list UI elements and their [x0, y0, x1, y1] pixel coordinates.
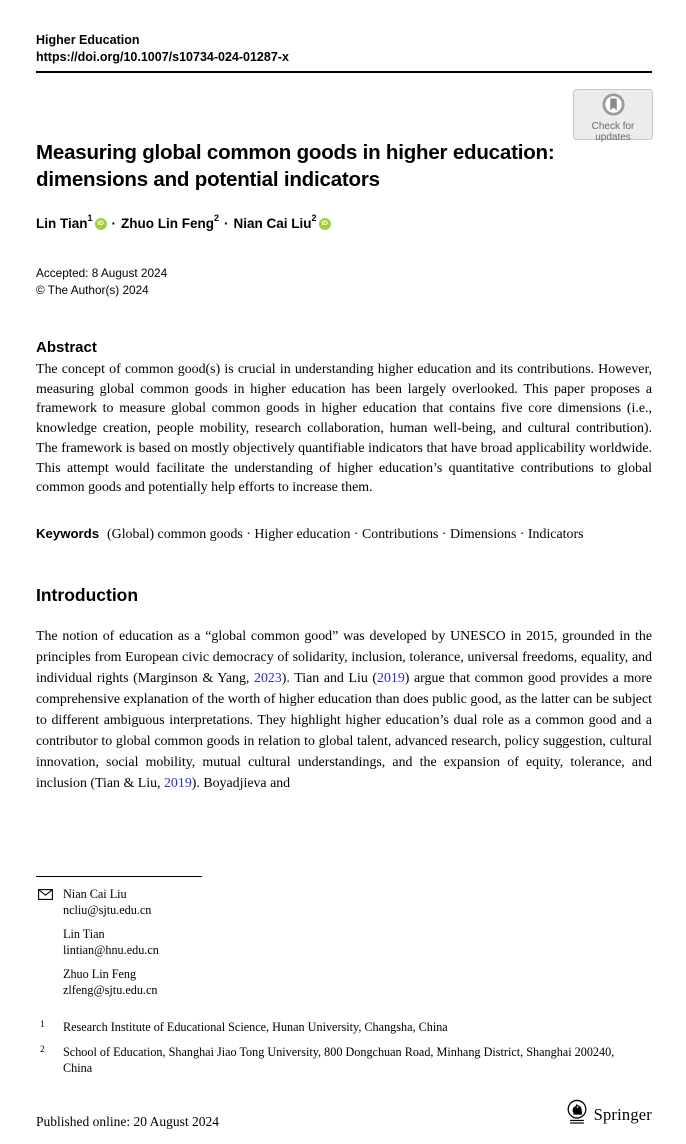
contact-name: Zhuo Lin Feng	[63, 967, 137, 981]
author-name: Lin Tian	[36, 216, 88, 231]
contact-email[interactable]: lintian@hnu.edu.cn	[63, 942, 159, 957]
text-run: The notion of education as a “global common good” was developed by UNESCO in 2015, grounded in the principles from European civic democracy of solidarity, inclusion, tolerance, universal freedoms, equality, and individual rights (Marginson & Yang,	[36, 628, 652, 686]
author-name: Nian Cai Liu	[233, 216, 312, 231]
contact-name: Lin Tian	[63, 927, 105, 941]
affiliation-item	[36, 1019, 636, 1035]
keywords-text: (Global) common goods · Higher education · Contributions · Dimensions · Indicators	[107, 526, 584, 542]
contact-email[interactable]: ncliu@sjtu.edu.cn	[63, 902, 152, 917]
springer-logo	[566, 1099, 652, 1130]
author-list	[36, 215, 652, 232]
affiliation-sup: 1	[40, 1020, 45, 1030]
check-for-updates-badge[interactable]	[573, 89, 653, 143]
check-for-updates-label-line1: Check for	[591, 121, 635, 132]
article-title-line1: Measuring global common goods in higher education:	[36, 141, 555, 164]
doi-link[interactable]: https://doi.org/10.1007/s10734-024-01287-x	[36, 50, 289, 64]
author-separator: ·	[111, 216, 117, 231]
author-affiliation-sup: 1	[87, 213, 93, 223]
affiliation-item	[36, 1044, 636, 1076]
introduction-paragraph	[36, 626, 652, 794]
journal-name: Higher Education	[36, 33, 140, 47]
abstract-text: The concept of common good(s) is crucial in understanding higher education and its contributions. However, measuring global common goods in higher education has been largely overlooked. This paper proposes a framework to measure global common goods in higher education that contains five core dimensions (i.e., knowledge creation, people mobility, research collaboration, human well-being, and cultural contribution). The framework is based on mostly objectively quantifiable indicators that have broad applicability worldwide. This attempt would facilitate the understanding of higher education’s quantitative contributions to global common goods and potentially help efforts to increase them.	[36, 362, 652, 496]
article-main	[36, 139, 652, 794]
author-name: Zhuo Lin Feng	[121, 216, 215, 231]
citation-link[interactable]: 2019	[163, 775, 192, 791]
affiliation-text: Research Institute of Educational Science, Hunan University, Changsha, China	[63, 1020, 448, 1034]
footnote-block	[36, 876, 652, 1085]
contact-email[interactable]: zlfeng@sjtu.edu.cn	[63, 982, 158, 997]
citation-link[interactable]: 2019	[377, 670, 405, 686]
abstract-heading: Abstract	[36, 339, 97, 356]
citation-link[interactable]: 2023	[254, 670, 282, 686]
article-title-line2: dimensions and potential indicators	[36, 168, 380, 191]
published-online-date: Published online: 20 August 2024	[36, 1114, 220, 1129]
author-affiliation-sup: 2	[214, 213, 220, 223]
springer-horse-icon	[566, 1099, 588, 1130]
contact-name: Nian Cai Liu	[63, 887, 127, 901]
springer-wordmark: Springer	[593, 1104, 652, 1124]
affiliation-text: School of Education, Shanghai Jiao Tong University, 800 Dongchuan Road, Minhang District, Shanghai 200240, China	[63, 1045, 615, 1075]
article-dates	[36, 265, 652, 298]
article-title	[36, 139, 652, 193]
text-run: ). Tian and Liu (	[281, 670, 377, 686]
accepted-date: Accepted: 8 August 2024	[36, 266, 168, 280]
corresponding-author-contact	[36, 887, 652, 918]
author-separator: ·	[224, 216, 229, 231]
footnote-divider	[36, 876, 202, 877]
keywords-block	[36, 524, 652, 545]
text-run: ). Boyadjieva and	[191, 775, 291, 791]
author-contact	[36, 967, 652, 998]
header-rule	[36, 71, 652, 73]
author-contact	[36, 927, 652, 958]
introduction-heading: Introduction	[36, 584, 139, 605]
keywords-label: Keywords	[36, 525, 100, 541]
journal-header	[36, 33, 289, 66]
text-run: ) argue that common good provides a more comprehensive explanation of the worth of higher education than does public good, as the latter can be subject to different ambiguous interpretations. They highlight higher education’s dual role as a common good and a contributor to global common goods in relation to global talent, advanced research, policy suggestion, cultural innovation, social mobility, mutual cultural understandings, and the expansion of equity, tolerance, and inclusion (Tian & Liu,	[36, 670, 652, 791]
envelope-icon	[38, 889, 53, 905]
author-affiliation-sup: 2	[311, 213, 317, 223]
check-for-updates-icon	[601, 92, 626, 122]
affiliation-sup: 2	[40, 1045, 45, 1055]
page-footer	[36, 1099, 652, 1130]
check-for-updates-label-line2: updates	[595, 131, 631, 143]
orcid-icon[interactable]: iD	[95, 218, 107, 230]
copyright-line: © The Author(s) 2024	[36, 282, 149, 297]
affiliation-list	[36, 1019, 652, 1076]
orcid-icon[interactable]: iD	[319, 218, 331, 230]
